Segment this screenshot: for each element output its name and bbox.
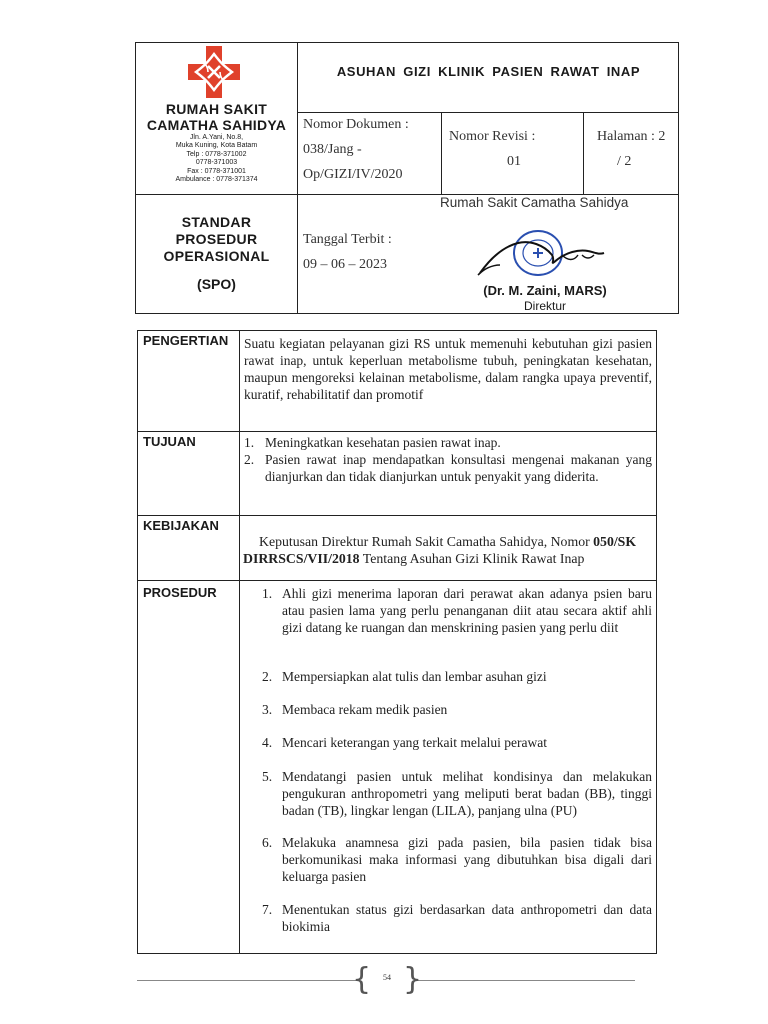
list-item: 5. Mendatangi pasien untuk melihat kondisinya dan melakukan pengukuran anthropometri yang meliputi berat badan (BB), tinggi badan (TB), lingkar lengan (LILA), panjang ulna (PU) — [262, 769, 652, 818]
list-item-text: Membaca rekam medik pasien — [282, 702, 448, 717]
ambulance-line: Ambulance : 0778-371374 — [175, 176, 258, 184]
section-label-prosedur: PROSEDUR — [143, 585, 217, 600]
list-item: 3. Membaca rekam medik pasien — [262, 701, 652, 718]
director-signature-stamp — [470, 215, 620, 285]
page-number: 54 — [383, 973, 391, 982]
doc-number-value-2: Op/GIZI/IV/2020 — [303, 167, 403, 182]
right-brace-icon: } — [403, 962, 423, 997]
issue-date-cell — [303, 227, 392, 277]
revision-label: Nomor Revisi : — [449, 129, 536, 144]
doc-number-cell — [303, 112, 409, 187]
policy-number: 050/SK — [593, 534, 637, 549]
section-label-tujuan: TUJUAN — [143, 434, 196, 449]
doc-number-label: Nomor Dokumen : — [303, 117, 409, 132]
left-brace-icon: { — [352, 962, 372, 997]
page-value: / 2 — [617, 154, 632, 169]
list-item: 2. Pasien rawat inap mendapatkan konsultasi mengenai makanan yang dianjurkan dan tidak dianjurkan untuk penyakit yang diderita. — [244, 452, 652, 484]
revision-value: 01 — [507, 154, 521, 169]
spo-line: PROSEDUR — [175, 231, 258, 247]
list-item-text: Menentukan status gizi berdasarkan data anthropometri dan data biokimia — [282, 902, 652, 934]
list-item-text: Mendatangi pasien untuk melihat kondisinya dan melakukan pengukuran anthropometri yang meliputi berat badan (BB), tinggi badan (TB), lingkar lengan (LILA), panjang ulna (PU) — [282, 769, 652, 818]
list-item-text: Meningkatkan kesehatan pasien rawat inap. — [265, 435, 501, 450]
section-label-pengertian: PENGERTIAN — [143, 333, 229, 348]
section-text-pengertian: Suatu kegiatan pelayanan gizi RS untuk memenuhi kebutuhan gizi pasien rawat inap, untuk keperluan metabolisme tubuh, peningkatan kesehatan, maupun mengoreksi kelainan metabolisme, dalam rangka upaya preventif, kuratif, rehabilitatif dan promotif — [244, 336, 652, 402]
list-item: 2. Mempersiapkan alat tulis dan lembar asuhan gizi — [262, 668, 652, 685]
revision-cell — [449, 124, 589, 174]
org-name-line-1: RUMAH SAKIT — [165, 101, 268, 117]
phone-line: 0778-371003 — [195, 159, 238, 167]
list-item: 7. Menentukan status gizi berdasarkan data anthropometri dan data biokimia — [262, 902, 652, 934]
org-name-line-2: CAMATHA SAHIDYA — [146, 117, 287, 133]
section-text-kebijakan — [243, 533, 655, 567]
hospital-name-signature: Rumah Sakit Camatha Sahidya — [440, 195, 629, 210]
fax-line: Fax : 0778-371001 — [187, 167, 246, 175]
spo-heading — [136, 214, 297, 265]
footer-rule-left — [137, 980, 359, 981]
list-item: 1. Ahli gizi menerima laporan dari perawat akan adanya psien baru atau pasien lama yang perlu penanganan diit atau secara aktif ahli gizi datang ke ruangan dan menskrining pasien yang perlu diit — [262, 586, 652, 635]
page-label: Halaman : 2 — [597, 129, 666, 144]
hospital-logo-icon — [186, 44, 242, 100]
doc-number-value-1: 038/Jang - — [303, 142, 362, 157]
list-item: 1. Meningkatkan kesehatan pasien rawat inap. — [244, 434, 652, 451]
spo-line: STANDAR — [181, 214, 252, 230]
issue-date-value: 09 – 06 – 2023 — [303, 257, 387, 272]
section-label-kebijakan: KEBIJAKAN — [143, 518, 219, 533]
page-cell — [597, 124, 677, 174]
list-item-text: Mempersiapkan alat tulis dan lembar asuhan gizi — [282, 669, 547, 684]
spo-abbreviation: (SPO) — [197, 276, 236, 292]
list-item-text: Pasien rawat inap mendapatkan konsultasi mengenai makanan yang dianjurkan dan tidak dianjurkan untuk penyakit yang diderita. — [265, 452, 652, 484]
document-title: ASUHAN GIZI KLINIK PASIEN RAWAT INAP — [336, 64, 641, 79]
spo-line: OPERASIONAL — [163, 248, 270, 264]
director-title: Direktur — [523, 299, 566, 313]
footer-rule-right — [417, 980, 635, 981]
address-line: Jln. A.Yani, No.8, — [189, 134, 244, 141]
policy-number: DIRRSCS/VII/2018 — [243, 551, 360, 566]
list-item-text: Mencari keterangan yang terkait melalui perawat — [282, 735, 547, 750]
phone-line: Telp : 0778-371002 — [186, 150, 247, 158]
policy-text: Tentang Asuhan Gizi Klinik Rawat Inap — [362, 551, 585, 566]
director-name: (Dr. M. Zaini, MARS) — [483, 283, 607, 298]
list-item-text: Melakuka anamnesa gizi pada pasien, bila pasien tidak bisa berkomunikasi maka informasi yang dibutuhkan bisa digali dari keluarga pasien — [282, 835, 652, 884]
list-item: 4. Mencari keterangan yang terkait melalui perawat — [262, 734, 652, 751]
organization-name — [136, 101, 297, 133]
organization-address — [136, 134, 297, 184]
issue-date-label: Tanggal Terbit : — [303, 232, 392, 247]
list-item-text: Ahli gizi menerima laporan dari perawat akan adanya psien baru atau pasien lama yang perlu penanganan diit atau secara aktif ahli gizi datang ke ruangan dan menskrining pasien yang perlu diit — [282, 586, 652, 635]
list-item: 6. Melakuka anamnesa gizi pada pasien, bila pasien tidak bisa berkomunikasi maka informasi yang dibutuhkan bisa digali dari keluarga pasien — [262, 835, 652, 884]
policy-text: Keputusan Direktur Rumah Sakit Camatha Sahidya, Nomor — [259, 534, 590, 549]
address-line: Muka Kuning, Kota Batam — [175, 142, 258, 150]
